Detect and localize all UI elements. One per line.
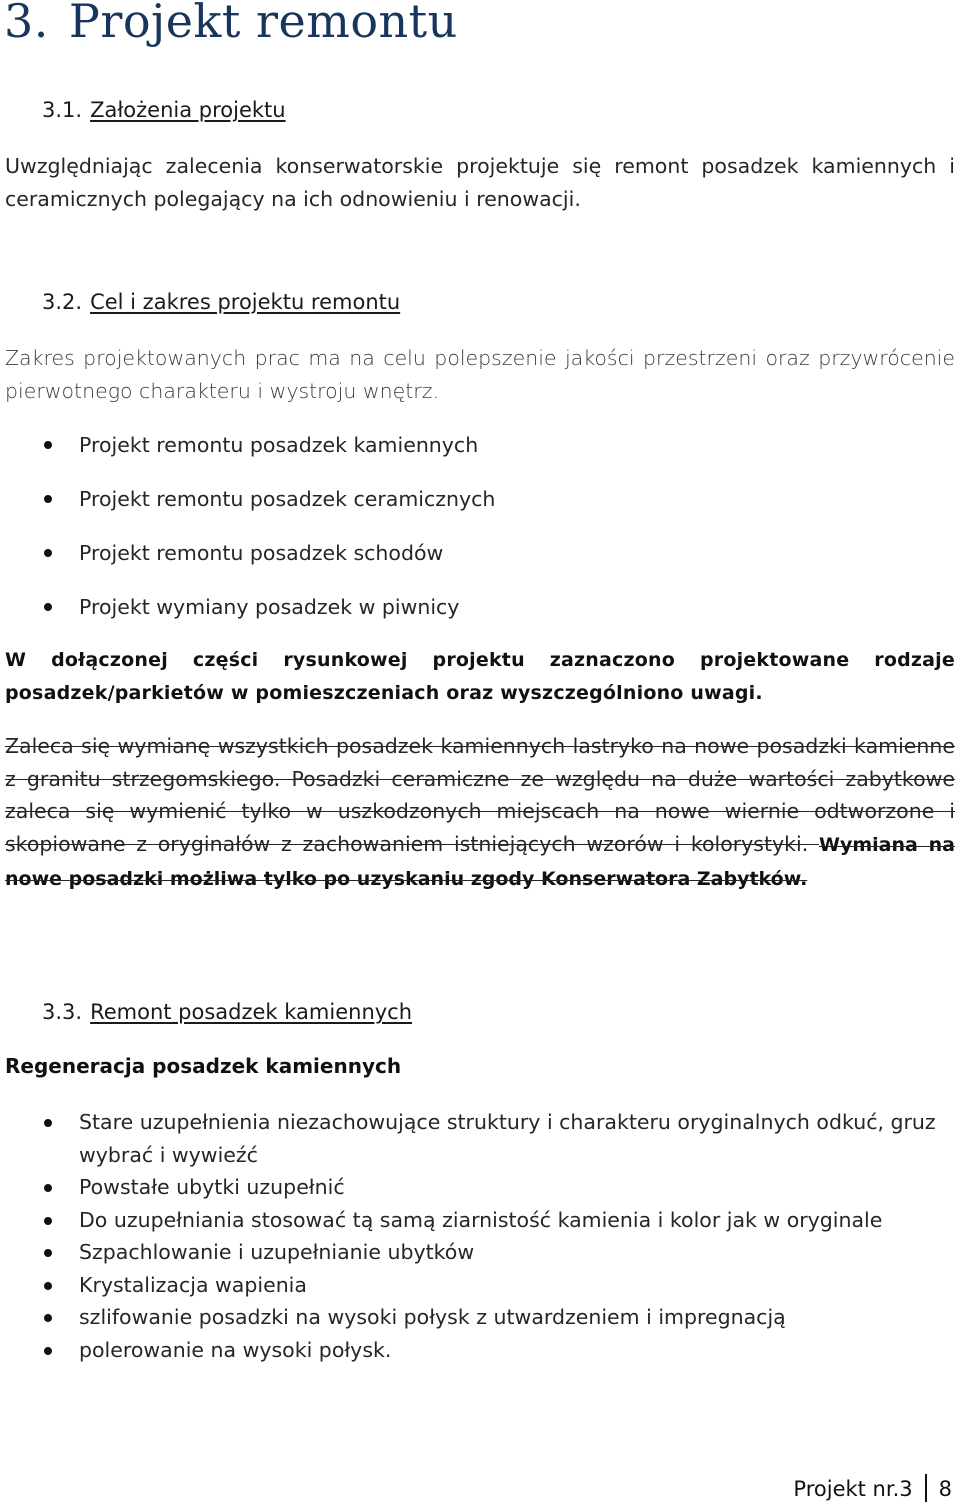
bullet-icon bbox=[44, 1347, 52, 1355]
section-number: 3.3. bbox=[42, 1000, 83, 1024]
list-item-text: polerowanie na wysoki połysk. bbox=[79, 1337, 392, 1362]
section-title: Założenia projektu bbox=[90, 98, 286, 122]
subheading: Regeneracja posadzek kamiennych bbox=[5, 1054, 402, 1078]
bullet-icon bbox=[44, 441, 52, 449]
section-number: 3.1. bbox=[42, 98, 83, 122]
scope-list bbox=[0, 430, 960, 646]
struck-text: Zaleca się wymianę wszystkich posadzek kamiennych lastryko na nowe posadzki kamienne z granitu strzegomskiego. Posadzki ceramiczne ze względu na duże wartości zabytkowe zaleca się wymienić tylko w uszkodzonych miejscach na nowe wiernie odtworzone i skopiowane z oryginałów z zachowaniem istniejących wzorów i kolorystyki. bbox=[5, 734, 955, 857]
bullet-icon bbox=[44, 549, 52, 557]
list-item bbox=[0, 1204, 960, 1237]
bullet-icon bbox=[44, 1249, 52, 1257]
chapter-heading bbox=[4, 0, 458, 48]
regeneration-list bbox=[0, 1106, 960, 1366]
list-item-text: Projekt wymiany posadzek w piwnicy bbox=[79, 595, 460, 619]
list-item-text: Projekt remontu posadzek schodów bbox=[79, 541, 444, 565]
list-item-text: Projekt remontu posadzek ceramicznych bbox=[79, 487, 496, 511]
section-heading-3-2 bbox=[42, 290, 400, 314]
bullet-icon bbox=[44, 1184, 52, 1192]
section-heading-3-1 bbox=[42, 98, 286, 122]
list-item bbox=[0, 1301, 960, 1334]
list-item bbox=[0, 1269, 960, 1302]
page-footer bbox=[793, 1474, 952, 1502]
bullet-icon bbox=[44, 495, 52, 503]
list-item bbox=[0, 592, 960, 646]
list-item-text: Projekt remontu posadzek kamiennych bbox=[79, 433, 479, 457]
section-number: 3.2. bbox=[42, 290, 83, 314]
list-item bbox=[0, 1236, 960, 1269]
bullet-icon bbox=[44, 1282, 52, 1290]
list-item-text: Szpachlowanie i uzupełnianie ubytków bbox=[79, 1240, 475, 1264]
section-3-2-paragraph: Zakres projektowanych prac ma na celu polepszenie jakości przestrzeni oraz przywrócenie pierwotnego charakteru i wystroju wnętrz. bbox=[5, 346, 955, 403]
list-item-text: Powstałe ubytki uzupełnić bbox=[79, 1175, 345, 1199]
list-item bbox=[0, 1171, 960, 1204]
bullet-icon bbox=[44, 1119, 52, 1127]
chapter-number: 3. bbox=[4, 0, 49, 48]
section-heading-3-3 bbox=[42, 1000, 412, 1024]
footer-label: Projekt nr.3 bbox=[793, 1477, 913, 1501]
list-item bbox=[0, 484, 960, 538]
list-item bbox=[0, 1334, 960, 1367]
list-item-text: Stare uzupełnienia niezachowujące struktury i charakteru oryginalnych odkuć, gruz wybrać i wywieźć bbox=[79, 1110, 936, 1167]
bullet-icon bbox=[44, 603, 52, 611]
footer-separator bbox=[925, 1474, 927, 1502]
list-item-text: Krystalizacja wapienia bbox=[79, 1272, 307, 1297]
section-title: Remont posadzek kamiennych bbox=[90, 1000, 413, 1024]
page-number: 8 bbox=[938, 1477, 952, 1501]
chapter-title: Projekt remontu bbox=[68, 0, 458, 48]
list-item bbox=[0, 430, 960, 484]
struck-recommendation bbox=[5, 730, 955, 896]
list-item-text: szlifowanie posadzki na wysoki połysk z utwardzeniem i impregnacją bbox=[79, 1305, 786, 1329]
bullet-icon bbox=[44, 1314, 52, 1322]
list-item bbox=[0, 1106, 960, 1171]
section-3-1-paragraph: Uwzględniając zalecenia konserwatorskie projektuje się remont posadzek kamiennych i ceramicznych polegający na ich odnowieniu i renowacji. bbox=[5, 154, 955, 211]
struck-bold-text: Wymiana na nowe posadzki możliwa tylko po uzyskaniu zgody Konserwatora Zabytków. bbox=[5, 834, 955, 890]
list-item-text: Do uzupełniania stosować tą samą ziarnistość kamienia i kolor jak w oryginale bbox=[79, 1207, 883, 1232]
list-item bbox=[0, 538, 960, 592]
section-title: Cel i zakres projektu remontu bbox=[90, 290, 401, 314]
drawing-note: W dołączonej części rysunkowej projektu zaznaczono projektowane rodzaje posadzek/parkietów w pomieszczeniach oraz wyszczególniono uwagi. bbox=[5, 649, 955, 704]
bullet-icon bbox=[44, 1217, 52, 1225]
